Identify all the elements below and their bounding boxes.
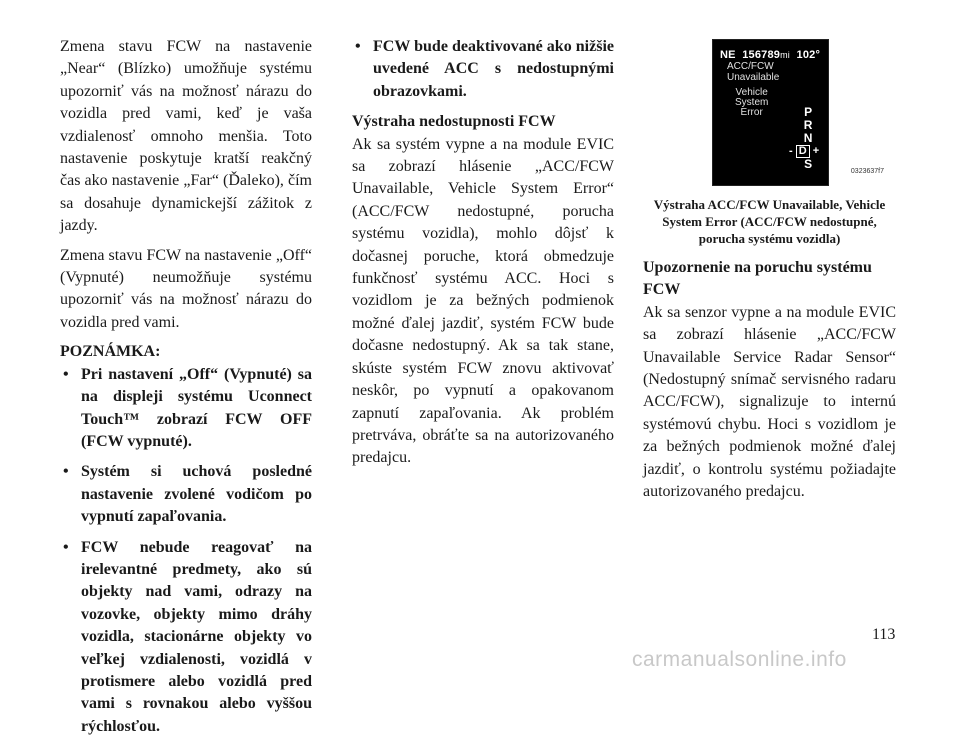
gear-indicator (789, 105, 820, 171)
outside-temperature: 102° (796, 49, 821, 61)
image-code: 0323637f7 (850, 167, 884, 175)
section-title-unavailable: Výstraha nedostupnosti FCW (352, 113, 556, 131)
gear-plus: + (812, 145, 820, 157)
display-error (735, 88, 768, 118)
compass-heading: NE (720, 49, 736, 61)
watermark: carmanualsonline.info (632, 648, 847, 671)
note-list (60, 364, 312, 739)
section-title-malfunction: Upozornenie na poruchu systému FCW (643, 259, 872, 299)
gear-n: N (803, 131, 813, 145)
section-text-unavailable: Ak sa systém vypne a na module EVIC sa zobrazí hlásenie „ACC/FCW Unavailable, Vehicle System Error“ (ACC/FCW nedostupné, porucha systému vozidla), mohlo dôjsť k dočasnej poruche, ktorá obmedzuje funkčnosť systému ACC. Hoci s vozidlom je za bežných podmienok možné ďalej jazdiť, systém FCW bude dočasne nedostupný. Ak sa tak stane, skúste systém FCW znovu aktivovať neskôr, po vypnutí a opakovanom zapnutí zapaľovania. Ak problém pretrváva, obráťte sa na autorizovaného predajcu. (352, 135, 614, 467)
note-item: • Pri nastavení „Off“ (Vypnuté) sa na displeji systému Uconnect Touch™ zobrazí FCW OFF (FCW vypnuté). (60, 364, 312, 454)
note-heading: POZNÁMKA: (60, 343, 161, 361)
note-item: • FCW nebude reagovať na irelevantné predmety, ako sú objekty nad vami, odrazy na vozovke, objekty mimo dráhy vozidla, stacionárne objekty vo veľkej vzdialenosti, vozidlá v protismere alebo vozidlá pred vami s rovnakou alebo vyššou rýchlosťou. (60, 537, 312, 739)
error-line: System (735, 97, 769, 108)
evic-display-image (712, 39, 884, 186)
gear-s: S (804, 157, 813, 171)
display-message (727, 61, 779, 83)
section-text-malfunction: Ak sa senzor vypne a na module EVIC sa zobrazí hlásenie „ACC/FCW Unavailable Service Radar Sensor“ (Nedostupný snímač servisného radaru ACC/FCW), signalizuje to internú systémovú chybu. Hoci s vozidlom je za bežných podmienok možné ďalej jazdiť, o kontrolu systému požiadajte autorizovaného predajcu. (643, 303, 896, 501)
figure-caption: Výstraha ACC/FCW Unavailable, Vehicle System Error (ACC/FCW nedostupné, porucha systému vozidla) (653, 197, 886, 246)
odometer-unit: mi (780, 50, 791, 60)
gear-r: R (803, 118, 813, 132)
paragraph-off-setting: Zmena stavu FCW na nastavenie „Off“ (Vypnuté) neumožňuje systému upozorniť vás na možnosť nárazu do vozidla pred vami. (60, 246, 312, 331)
error-line: Error (740, 107, 763, 118)
right-column (643, 36, 896, 503)
error-line: Vehicle (735, 87, 768, 98)
note-item: • FCW bude deaktivované ako nižšie uvedené ACC s nedostupnými obrazovkami. (352, 36, 614, 103)
gear-p: P (804, 105, 813, 119)
note-item: • Systém si uchová posledné nastavenie zvolené vodičom po vypnutí zapaľovania. (60, 461, 312, 528)
page-number: 113 (872, 626, 896, 643)
left-column (60, 36, 312, 746)
odometer-value: 156789 (742, 49, 781, 61)
middle-note-list (352, 36, 614, 103)
gear-d: D (796, 145, 810, 158)
message-line: Unavailable (727, 72, 780, 83)
gear-minus: - (789, 145, 793, 157)
middle-column (352, 36, 614, 470)
message-line: ACC/FCW (727, 61, 774, 72)
paragraph-near-setting: Zmena stavu FCW na nastavenie „Near“ (Blízko) umožňuje systému upozorniť vás na možnosť nárazu do vozidla pred vami, keď je vaša vzdialenosť omnoho menšia. Toto nastavenie poskytuje kratší reakčný čas ako nastavenie „Far“ (Ďaleko), čím sa dosahuje dynamickejší zážitok z jazdy. (60, 38, 312, 235)
